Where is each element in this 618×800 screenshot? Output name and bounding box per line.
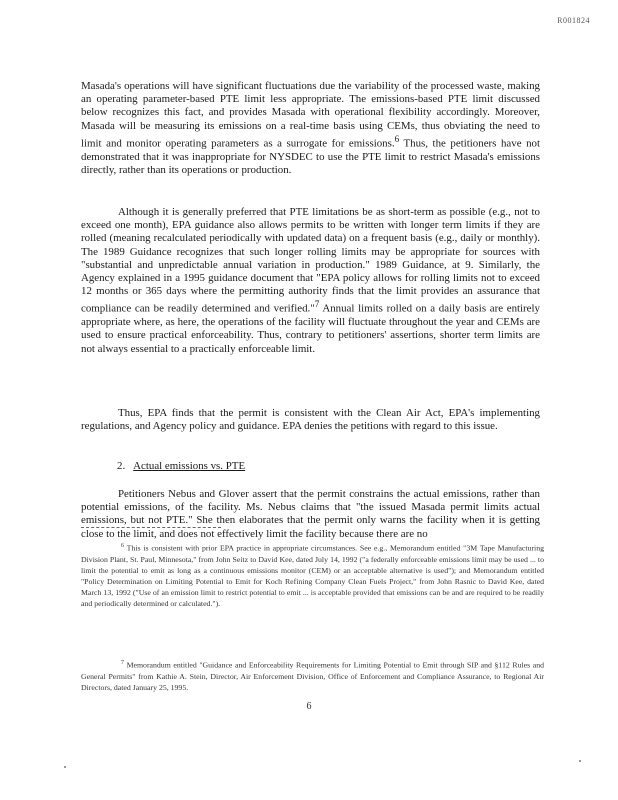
scan-speck (579, 760, 581, 762)
paragraph-actual-emissions: Petitioners Nebus and Glover assert that the permit constrains the actual emissions, rather than potential emissions, of the facility. Ms. Nebus claims that "the issued Masada permit limits actual emissions, but not PTE." She then elaborates that the permit only warns the facility when it is getting close to the limit, and does not effectively limit the facility because there are no (81, 488, 540, 540)
document-id: R001824 (557, 16, 590, 25)
paragraph-rolling-limits (81, 206, 540, 356)
footnote-divider (81, 527, 221, 528)
paragraph-text: Thus, the petitioners have not demonstrated that it was inappropriate for NYSDEC to use the PTE limit to restrict Masada's emissions directly, rather than its operations or production. (81, 137, 541, 176)
page-number: 6 (306, 701, 312, 712)
footnote-7 (81, 658, 544, 693)
paragraph-text: Annual limits rolled on a daily basis are entirely appropriate where, as here, the operations of the facility will fluctuate throughout the year and CEMs are used to ensure practical enforceability. Thus, contrary to petitioners' assertions, shorter term limits are not always essential to a practically enforceable limit. (81, 303, 540, 355)
footnote-ref: 6 (394, 133, 400, 144)
section-number: 2. (117, 460, 126, 472)
paragraph-epa-finding: Thus, EPA finds that the permit is consistent with the Clean Air Act, EPA's implementing regulations, and Agency policy and guidance. EPA denies the petitions with regard to this issue. (81, 407, 540, 433)
paragraph-masada-operations (81, 80, 540, 177)
footnote-text: This is consistent with prior EPA practice in appropriate circumstances. See e.g., Memorandum entitled "3M Tape Manufacturing Division Plant, St. Paul, Minnesota," from John Seitz to David Kee, dated July 14, 1992 ("a federally enforceable emissions limit may be used ... to limit the potential to emit as long as a continuous emissions monitor (CEM) or an acceptable alternative is used"); and Memorandum entitled "Policy Determination on Limiting Potential to Emit for Koch Refining Company Clean Fuels Project," from John Rasnic to David Kee, dated March 13, 1992 ("Use of an emission limit to restrict potential to emit ... is acceptable provided that emissions can be and are required to be readily and periodically determined or calculated."). (81, 543, 544, 608)
footnote-ref: 7 (314, 299, 320, 310)
footnote-6 (81, 541, 544, 609)
footnote-number: 7 (121, 660, 124, 666)
paragraph-text: Masada's operations will have significant fluctuations due the variability of the processed waste, making an operating parameter-based PTE limit less appropriate. The emissions-based PTE limit discussed below recognizes this fact, and provides Masada with operational flexibility accordingly. Moreover, Masada will be measuring its emissions on a real-time basis using CEMs, thus obviating the need to limit and monitor operating parameters as a surrogate for emissions. (81, 80, 540, 150)
section-heading (117, 460, 245, 472)
paragraph-text: Although it is generally preferred that PTE limitations be as short-term as possible (e.g., not to exceed one month), EPA guidance also allows permits to be written with longer term limits if they are rolled (meaning recalculated periodically with updated data) on a frequent basis (e.g., daily or monthly). The 1989 Guidance recognizes that such longer rolling limits may be appropriate for sources with "substantial and unpredictable annual variation in production." 1989 Guidance, at 9. Similarly, the Agency explained in a 1995 guidance document that "EPA policy allows for rolling limits not to exceed 12 months or 365 days where the permitting authority finds that the limit provides an assurance that compliance can be readily determined and verified." (81, 206, 540, 316)
footnote-number: 6 (121, 543, 124, 549)
footnote-text: Memorandum entitled "Guidance and Enforceability Requirements for Limiting Potential to Emit through SIP and §112 Rules and General Permits" from Kathie A. Stein, Director, Air Enforcement Division, Office of Enforcement and Compliance Assurance, to Regional Air Directors, dated January 25, 1995. (81, 660, 544, 692)
section-title: Actual emissions vs. PTE (133, 460, 246, 472)
scan-speck (64, 766, 66, 768)
